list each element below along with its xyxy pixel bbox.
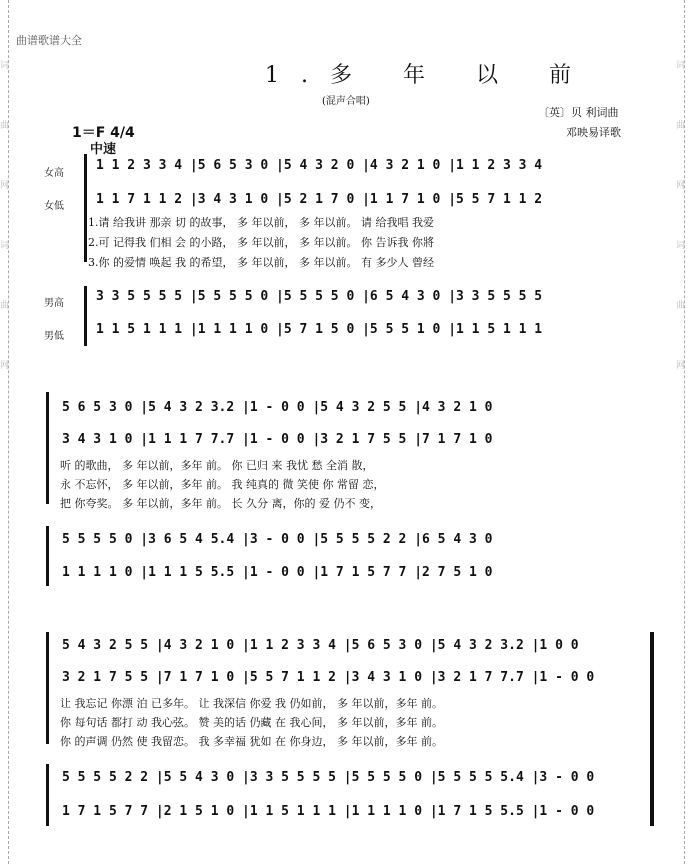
system2-lyrics-verse1: 听 的歌曲， 多 年以前，多年 前。 你 已归 来 我忧 愁 全消 散， (60, 459, 374, 472)
side-watermark-right: 词 曲 网 词 曲 网 (676, 61, 686, 371)
system1-alto-notes: 1 1 7 1 1 2 |3 4 3 1 0 |5 2 1 7 0 |1 1 7 1 0 |5 5 7 1 1 2 (96, 192, 543, 207)
system3-soprano-notes: 5 4 3 2 5 5 |4 3 2 1 0 |1 1 2 3 3 4 |5 6 5 3 0 |5 4 3 2 3.2 |1 0 0 (62, 638, 579, 653)
system3-tenor-notes: 5 5 5 5 2 2 |5 5 4 3 0 |3 3 5 5 5 5 |5 5 5 5 0 |5 5 5 5 5.4 |3 - 0 0 (62, 770, 595, 785)
song-title: 1.多 年 以 前 (265, 63, 593, 88)
system3-lyrics-verse1: 让 我忘记 你漂 泊 已多年。 让 我深信 你爱 我 仍如前， 多 年以前，多年 前。 (60, 697, 443, 710)
system2-lyrics-verse2: 永 不忘怀， 多 年以前，多年 前。 我 纯真的 微 笑使 你 常留 恋， (60, 478, 385, 491)
system2-lower-bracket (46, 526, 49, 586)
system3-lyrics-verse2: 你 每句话 都打 动 我心弦。 赞 美的话 仍藏 在 我心间， 多 年以前，多年 前。 (60, 716, 443, 729)
system1-tenor-notes: 3 3 5 5 5 5 |5 5 5 5 0 |5 5 5 5 0 |6 5 4 3 0 |3 3 5 5 5 5 (96, 289, 543, 304)
system2-bass-notes: 1 1 1 1 0 |1 1 1 5 5.5 |1 - 0 0 |1 7 1 5 7 7 |2 7 5 1 0 (62, 565, 493, 580)
system3-lower-bracket (46, 764, 49, 826)
system2-soprano-notes: 5 6 5 3 0 |5 4 3 2 3.2 |1 - 0 0 |5 4 3 2 5 5 |4 3 2 1 0 (62, 400, 493, 415)
composer-credit: 〔英〕贝 利词曲 (538, 106, 619, 119)
system1-bass-notes: 1 1 5 1 1 1 |1 1 1 1 0 |5 7 1 5 0 |5 5 5 1 0 |1 1 5 1 1 1 (96, 322, 543, 337)
system3-bass-notes: 1 7 1 5 7 7 |2 1 5 1 0 |1 1 5 1 1 1 |1 1 1 1 0 |1 7 1 5 5.5 |1 - 0 0 (62, 804, 595, 819)
system2-upper-bracket (46, 392, 49, 504)
song-subtitle: (混声合唱) (322, 96, 370, 107)
part-label-tenor: 男高 (44, 298, 64, 309)
translator-credit: 邓映易译歌 (566, 126, 621, 139)
tempo-marking: 中速 (90, 142, 117, 157)
final-barline (650, 632, 654, 826)
watermark-top: 曲谱歌谱大全 (16, 34, 82, 47)
system2-alto-notes: 3 4 3 1 0 |1 1 1 7 7.7 |1 - 0 0 |3 2 1 7 5 5 |7 1 7 1 0 (62, 432, 493, 447)
system1-soprano-notes: 1 1 2 3 3 4 |5 6 5 3 0 |5 4 3 2 0 |4 3 2 1 0 |1 1 2 3 3 4 (96, 158, 543, 173)
key-signature: 1＝F 4/4 (72, 125, 135, 141)
system1-upper-bracket (84, 154, 87, 262)
system2-tenor-notes: 5 5 5 5 0 |3 6 5 4 5.4 |3 - 0 0 |5 5 5 5 2 2 |6 5 4 3 0 (62, 532, 493, 547)
system1-lyrics-verse2: 2.可 记得我 们相 会 的小路， 多 年以前， 多 年以前。 你 告诉我 你將 (88, 236, 434, 249)
part-label-soprano: 女高 (44, 168, 64, 179)
part-label-alto: 女低 (44, 201, 64, 212)
part-label-bass: 男低 (44, 331, 64, 342)
system3-upper-bracket (46, 632, 49, 744)
system1-lyrics-verse1: 1.请 给我讲 那亲 切 的故事， 多 年以前， 多 年以前。 请 给我唱 我爱 (88, 216, 434, 229)
system2-lyrics-verse3: 把 你夸奖。 多 年以前，多年 前。 长 久分 离，你的 爱 仍不 变， (60, 497, 381, 510)
system3-lyrics-verse3: 你 的声调 仍然 使 我留恋。 我 多幸福 犹如 在 你身边， 多 年以前，多年 前。 (60, 735, 443, 748)
system1-lyrics-verse3: 3.你 的爱情 唤起 我 的希望， 多 年以前， 多 年以前。 有 多少人 曾经 (88, 256, 434, 269)
side-watermark-left: 词 曲 网 词 曲 网 (0, 61, 10, 371)
system3-alto-notes: 3 2 1 7 5 5 |7 1 7 1 0 |5 5 7 1 1 2 |3 4 3 1 0 |3 2 1 7 7.7 |1 - 0 0 (62, 670, 595, 685)
system1-lower-bracket (84, 286, 87, 346)
